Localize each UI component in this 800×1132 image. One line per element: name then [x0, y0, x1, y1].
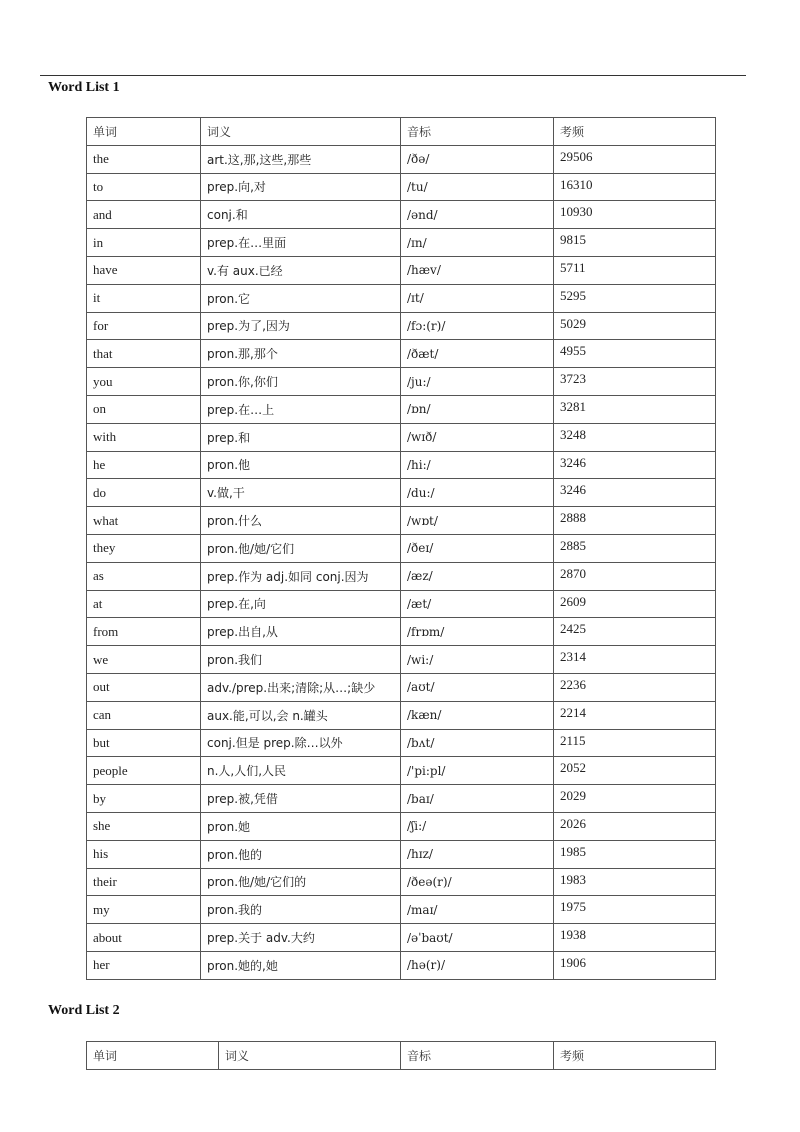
meaning-cell: n.人,人们,人民 [201, 757, 401, 785]
phonetic-cell: /du:/ [401, 479, 554, 507]
header-word: 单词 [87, 1042, 219, 1070]
word-cell: on [87, 395, 201, 423]
frequency-cell: 1938 [554, 924, 716, 952]
meaning-cell: v.有 aux.已经 [201, 256, 401, 284]
table-row [87, 590, 716, 618]
table-row [87, 340, 716, 368]
table-row [87, 618, 716, 646]
meaning-cell: conj.和 [201, 201, 401, 229]
table-row [87, 312, 716, 340]
phonetic-cell: /ðæt/ [401, 340, 554, 368]
table-row [87, 256, 716, 284]
frequency-cell: 2214 [554, 701, 716, 729]
phonetic-cell: /hi:/ [401, 451, 554, 479]
frequency-cell: 5029 [554, 312, 716, 340]
frequency-cell: 2052 [554, 757, 716, 785]
frequency-cell: 1985 [554, 840, 716, 868]
meaning-cell: pron.他 [201, 451, 401, 479]
word-cell: do [87, 479, 201, 507]
word-cell: as [87, 562, 201, 590]
header-phonetic: 音标 [401, 1042, 554, 1070]
word-cell: by [87, 785, 201, 813]
table-row [87, 812, 716, 840]
frequency-cell: 1906 [554, 951, 716, 979]
word-cell: but [87, 729, 201, 757]
meaning-cell: pron.她的,她 [201, 951, 401, 979]
table-row [87, 284, 716, 312]
table-row [87, 145, 716, 173]
table-row [87, 924, 716, 952]
frequency-cell: 2026 [554, 812, 716, 840]
frequency-cell: 2314 [554, 646, 716, 674]
table-row [87, 507, 716, 535]
table-row [87, 201, 716, 229]
word-cell: for [87, 312, 201, 340]
phonetic-cell: /ɒn/ [401, 395, 554, 423]
word-cell: we [87, 646, 201, 674]
meaning-cell: v.做,干 [201, 479, 401, 507]
table-row [87, 173, 716, 201]
meaning-cell: pron.他/她/它们 [201, 534, 401, 562]
word-cell: with [87, 423, 201, 451]
meaning-cell: adv./prep.出来;清除;从…;缺少 [201, 673, 401, 701]
phonetic-cell: /hə(r)/ [401, 951, 554, 979]
table-header-row [87, 118, 716, 146]
frequency-cell: 4955 [554, 340, 716, 368]
header-frequency: 考频 [554, 118, 716, 146]
table-row [87, 562, 716, 590]
word-cell: he [87, 451, 201, 479]
word-cell: what [87, 507, 201, 535]
word-list-1-body [87, 145, 716, 979]
frequency-cell: 5711 [554, 256, 716, 284]
frequency-cell: 2029 [554, 785, 716, 813]
meaning-cell: prep.被,凭借 [201, 785, 401, 813]
header-meaning: 词义 [201, 118, 401, 146]
header-frequency: 考频 [554, 1042, 716, 1070]
frequency-cell: 9815 [554, 229, 716, 257]
meaning-cell: art.这,那,这些,那些 [201, 145, 401, 173]
frequency-cell: 1975 [554, 896, 716, 924]
meaning-cell: pron.它 [201, 284, 401, 312]
word-cell: at [87, 590, 201, 618]
meaning-cell: conj.但是 prep.除…以外 [201, 729, 401, 757]
table-row [87, 840, 716, 868]
phonetic-cell: /ɪt/ [401, 284, 554, 312]
word-cell: my [87, 896, 201, 924]
phonetic-cell: /tu/ [401, 173, 554, 201]
word-cell: that [87, 340, 201, 368]
meaning-cell: pron.那,那个 [201, 340, 401, 368]
word-cell: to [87, 173, 201, 201]
meaning-cell: pron.什么 [201, 507, 401, 535]
phonetic-cell: /wɒt/ [401, 507, 554, 535]
table-row [87, 229, 716, 257]
meaning-cell: aux.能,可以,会 n.罐头 [201, 701, 401, 729]
frequency-cell: 10930 [554, 201, 716, 229]
phonetic-cell: /fɔ:(r)/ [401, 312, 554, 340]
table-row [87, 673, 716, 701]
phonetic-cell: /ʃi:/ [401, 812, 554, 840]
word-cell: she [87, 812, 201, 840]
word-list-2-title: Word List 2 [48, 1003, 120, 1018]
table-row [87, 479, 716, 507]
phonetic-cell: /ənd/ [401, 201, 554, 229]
frequency-cell: 3246 [554, 451, 716, 479]
frequency-cell: 3723 [554, 368, 716, 396]
phonetic-cell: /ðeə(r)/ [401, 868, 554, 896]
word-cell: they [87, 534, 201, 562]
meaning-cell: pron.他的 [201, 840, 401, 868]
phonetic-cell: /ðeɪ/ [401, 534, 554, 562]
table-row [87, 395, 716, 423]
header-phonetic: 音标 [401, 118, 554, 146]
phonetic-cell: /əˈbaʊt/ [401, 924, 554, 952]
meaning-cell: prep.关于 adv.大约 [201, 924, 401, 952]
table-header-row [87, 1042, 716, 1070]
word-cell: from [87, 618, 201, 646]
phonetic-cell: /frɒm/ [401, 618, 554, 646]
word-cell: their [87, 868, 201, 896]
word-list-1-table [86, 117, 716, 980]
frequency-cell: 2236 [554, 673, 716, 701]
phonetic-cell: /aʊt/ [401, 673, 554, 701]
meaning-cell: prep.在…上 [201, 395, 401, 423]
table-row [87, 534, 716, 562]
meaning-cell: prep.在…里面 [201, 229, 401, 257]
meaning-cell: prep.向,对 [201, 173, 401, 201]
meaning-cell: prep.为了,因为 [201, 312, 401, 340]
frequency-cell: 3281 [554, 395, 716, 423]
phonetic-cell: /hɪz/ [401, 840, 554, 868]
table-row [87, 646, 716, 674]
frequency-cell: 1983 [554, 868, 716, 896]
frequency-cell: 3246 [554, 479, 716, 507]
phonetic-cell: /maɪ/ [401, 896, 554, 924]
phonetic-cell: /baɪ/ [401, 785, 554, 813]
frequency-cell: 2885 [554, 534, 716, 562]
meaning-cell: pron.他/她/它们的 [201, 868, 401, 896]
phonetic-cell: /'pi:pl/ [401, 757, 554, 785]
table-row [87, 368, 716, 396]
table-row [87, 896, 716, 924]
table-row [87, 757, 716, 785]
word-cell: and [87, 201, 201, 229]
meaning-cell: prep.出自,从 [201, 618, 401, 646]
word-cell: his [87, 840, 201, 868]
phonetic-cell: /kæn/ [401, 701, 554, 729]
frequency-cell: 3248 [554, 423, 716, 451]
word-list-1-title: Word List 1 [48, 80, 120, 95]
phonetic-cell: /ɪn/ [401, 229, 554, 257]
table-row [87, 729, 716, 757]
table-row [87, 701, 716, 729]
header-meaning: 词义 [219, 1042, 401, 1070]
frequency-cell: 16310 [554, 173, 716, 201]
meaning-cell: pron.你,你们 [201, 368, 401, 396]
word-cell: people [87, 757, 201, 785]
top-rule [40, 75, 746, 76]
word-list-2-table [86, 1041, 716, 1070]
table-row [87, 951, 716, 979]
word-cell: her [87, 951, 201, 979]
word-cell: can [87, 701, 201, 729]
phonetic-cell: /æt/ [401, 590, 554, 618]
word-cell: about [87, 924, 201, 952]
phonetic-cell: /wɪð/ [401, 423, 554, 451]
frequency-cell: 2888 [554, 507, 716, 535]
table-row [87, 423, 716, 451]
header-word: 单词 [87, 118, 201, 146]
frequency-cell: 29506 [554, 145, 716, 173]
meaning-cell: prep.在,向 [201, 590, 401, 618]
meaning-cell: pron.她 [201, 812, 401, 840]
word-cell: it [87, 284, 201, 312]
word-cell: have [87, 256, 201, 284]
meaning-cell: prep.作为 adj.如同 conj.因为 [201, 562, 401, 590]
frequency-cell: 2425 [554, 618, 716, 646]
frequency-cell: 2609 [554, 590, 716, 618]
frequency-cell: 2870 [554, 562, 716, 590]
word-cell: out [87, 673, 201, 701]
phonetic-cell: /ju:/ [401, 368, 554, 396]
word-cell: the [87, 145, 201, 173]
meaning-cell: prep.和 [201, 423, 401, 451]
phonetic-cell: /wi:/ [401, 646, 554, 674]
phonetic-cell: /ðə/ [401, 145, 554, 173]
table-row [87, 451, 716, 479]
table-row [87, 868, 716, 896]
word-cell: in [87, 229, 201, 257]
meaning-cell: pron.我们 [201, 646, 401, 674]
phonetic-cell: /æz/ [401, 562, 554, 590]
phonetic-cell: /bʌt/ [401, 729, 554, 757]
word-cell: you [87, 368, 201, 396]
frequency-cell: 2115 [554, 729, 716, 757]
table-row [87, 785, 716, 813]
phonetic-cell: /hæv/ [401, 256, 554, 284]
meaning-cell: pron.我的 [201, 896, 401, 924]
frequency-cell: 5295 [554, 284, 716, 312]
